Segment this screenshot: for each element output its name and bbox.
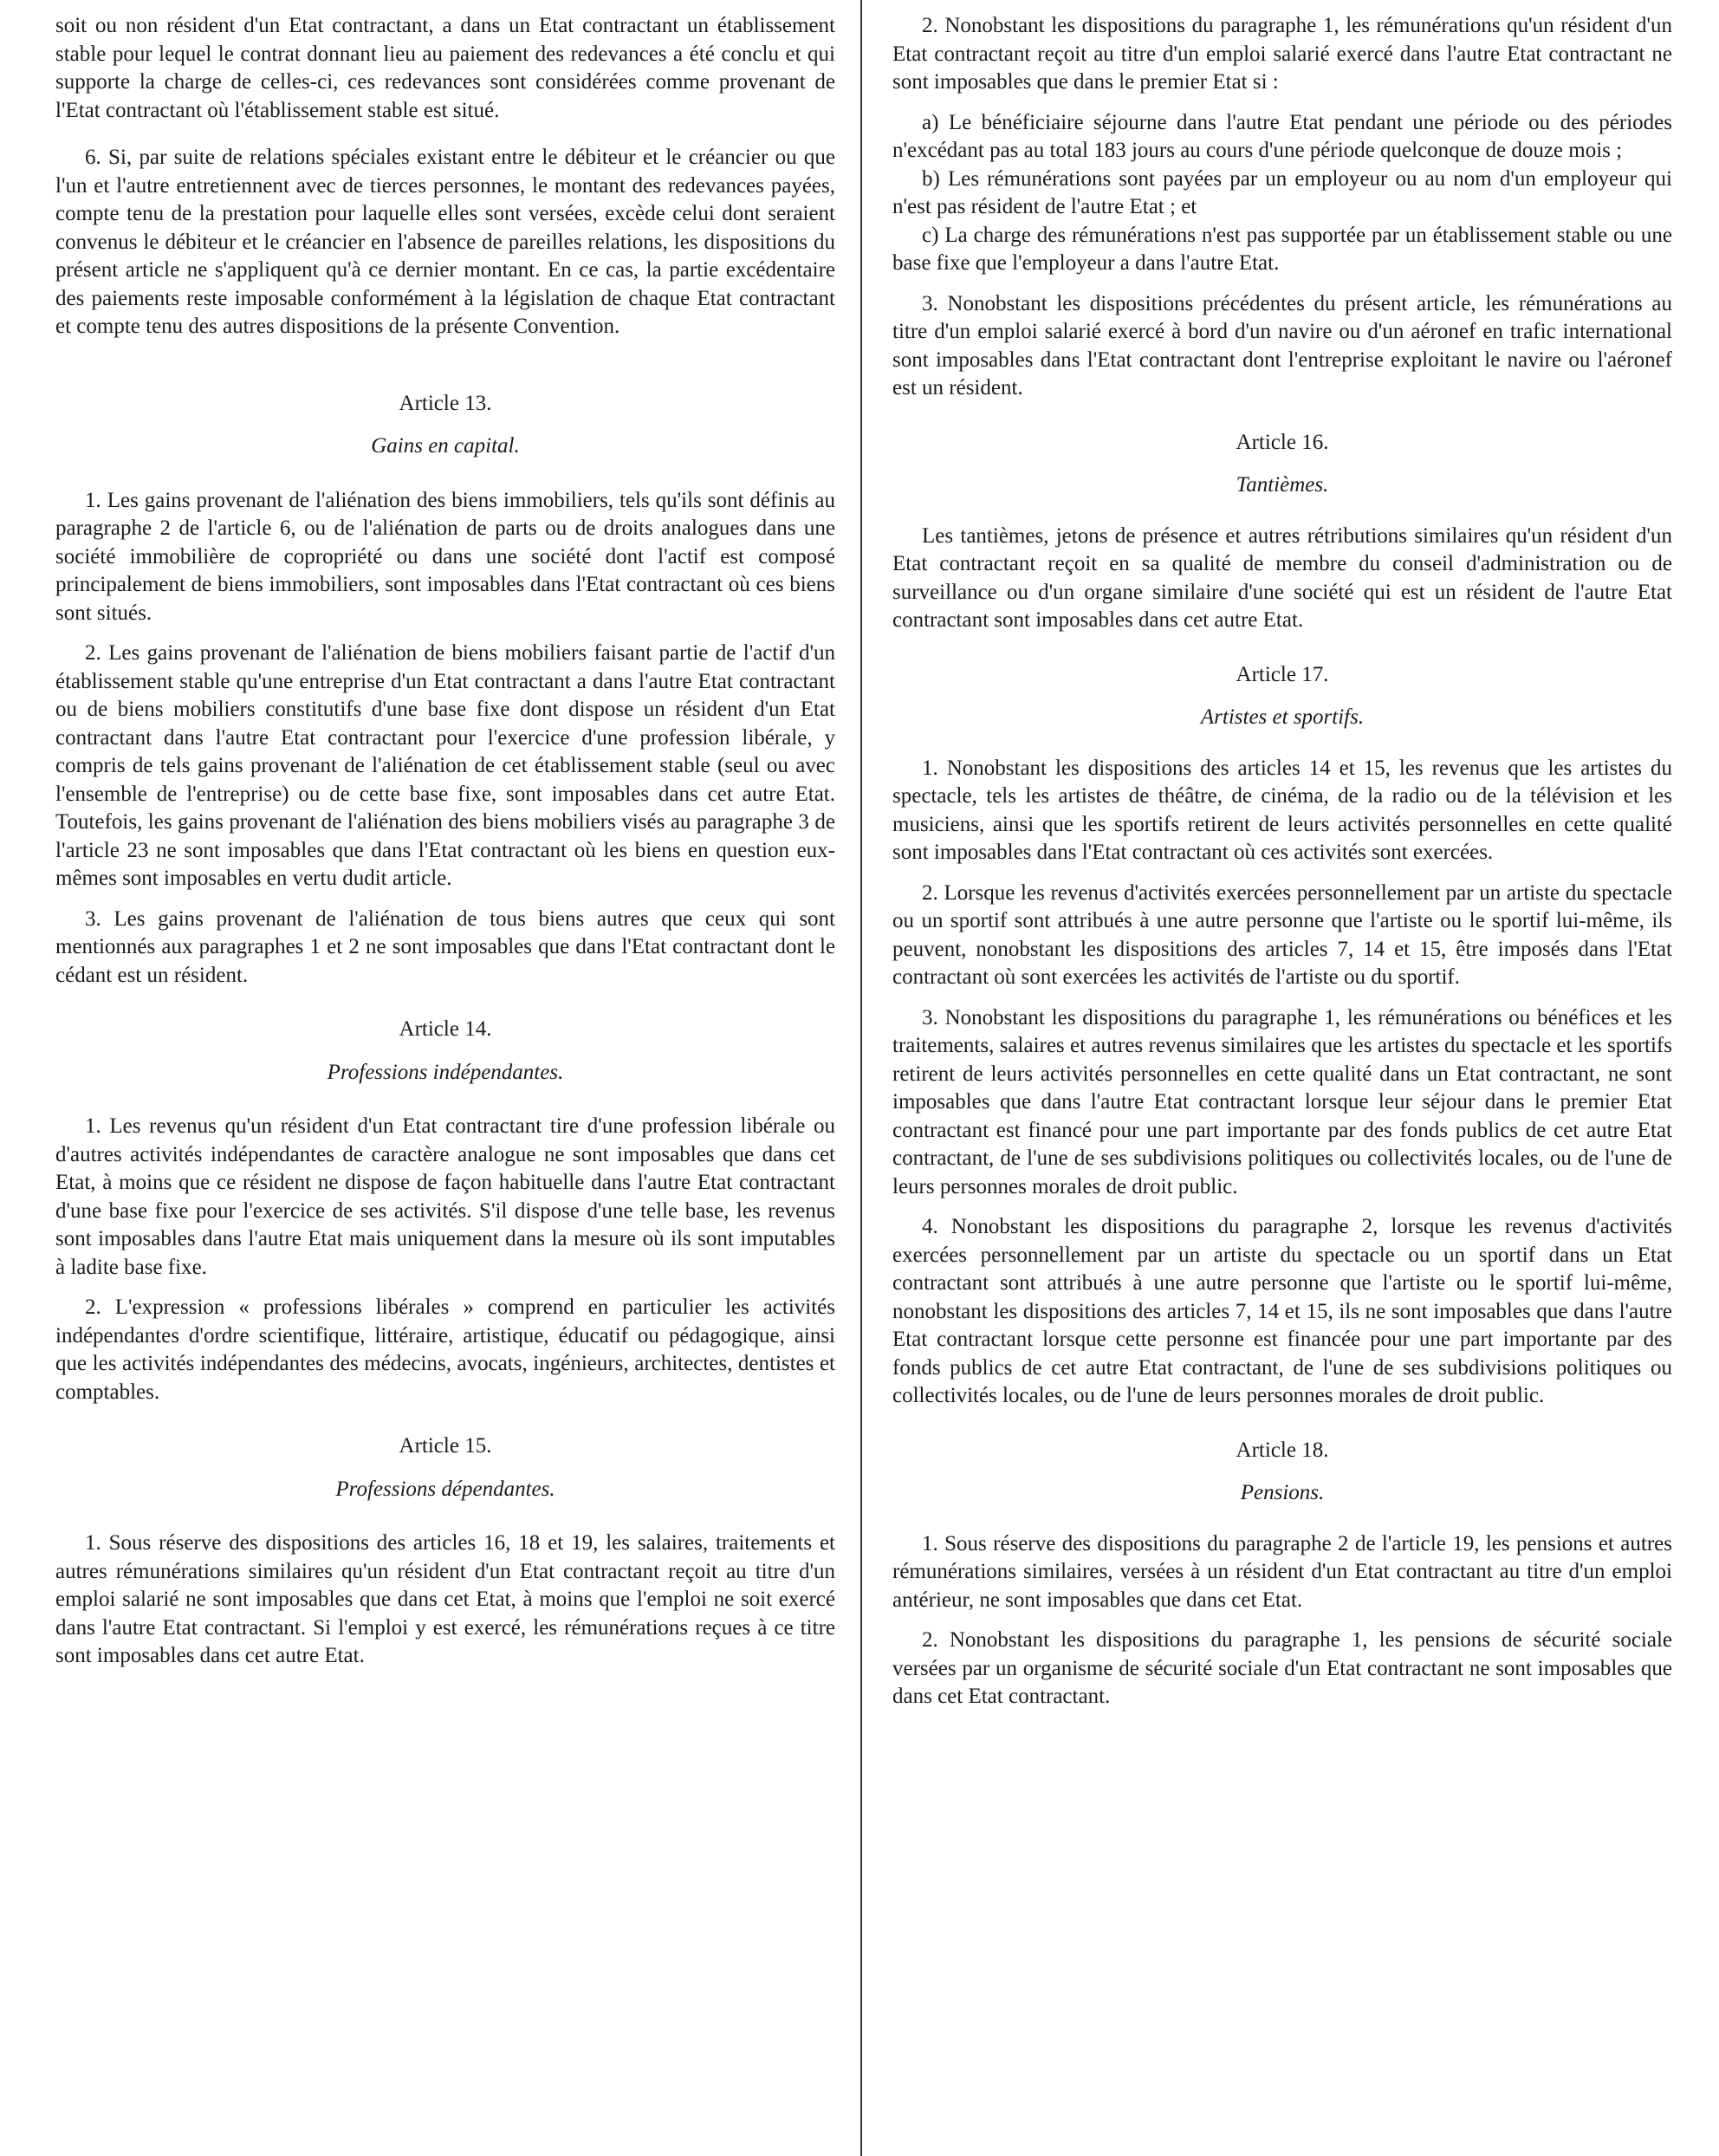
article-16-title: Article 16. bbox=[1236, 430, 1329, 454]
paragraph: 2. L'expression « professions libérales » comprend en particulier les activités indépendantes d'ordre scientifique, littéraire, artistique, éducatif ou pédagogique, ainsi que les activités indépendantes des médecins, avocats, ingénieurs, architectes, dentistes et comptables. bbox=[55, 1296, 835, 1404]
paragraph: 1. Sous réserve des dispositions des articles 16, 18 et 19, les salaires, traitements et autres rémunérations similaires qu'un résident d'un Etat contractant reçoit au titre d'un emploi salarié ne sont imposables que dans cet Etat, à moins que l'emploi ne soit exercé dans l'autre Etat contractant. Si l'emploi y est exercé, les rémunérations reçues à ce titre sont imposables dans cet autre Etat. bbox=[55, 1531, 835, 1667]
column-divider bbox=[860, 0, 862, 2156]
article-15-title: Article 15. bbox=[399, 1434, 492, 1458]
list-item: b) Les rémunérations sont payées par un employeur ou au nom d'un employeur qui n'est pas résident de l'autre Etat ; et bbox=[892, 166, 1672, 218]
paragraph: 1. Nonobstant les dispositions des articles 14 et 15, les revenus que les artistes du spectacle, tels les artistes de théâtre, de cinéma, de la radio ou de la télévision et les musiciens, ainsi que les sportifs retirent de leurs activités personnelles en cette qualité sont imposables dans l'Etat contractant où ces activités sont exercées. bbox=[892, 756, 1672, 864]
article-16-subtitle: Tantièmes. bbox=[1236, 473, 1329, 497]
paragraph: 3. Nonobstant les dispositions du paragraphe 1, les rémunérations ou bénéfices et les traitements, salaires et autres revenus similaires que les artistes du spectacle et les sportifs retirent de leurs activités personnelles en cette qualité dans un Etat contractant, ne sont imposables que dans l'autre Etat contractant lorsque leur séjour dans le premier Etat contractant est financé pour une part importante par des fonds publics de cet autre Etat contractant, de l'une de ses subdivisions politiques ou collectivités locales, ou de l'une de leurs personnes morales de droit public. bbox=[892, 1005, 1672, 1198]
paragraph: 1. Les gains provenant de l'aliénation des biens immobiliers, tels qu'ils sont définis au paragraphe 2 de l'article 6, ou de l'aliénation de parts ou de droits analogues dans une société immobilière de copropriété ou dans une société dont l'actif est composé principalement de biens immobiliers, sont imposables dans l'Etat contractant où ces biens sont situés. bbox=[55, 488, 835, 625]
article-17-subtitle: Artistes et sportifs. bbox=[1200, 705, 1365, 729]
left-column bbox=[55, 12, 835, 1671]
article-15-subtitle: Professions dépendantes. bbox=[335, 1477, 555, 1501]
paragraph: 3. Nonobstant les dispositions précédentes du présent article, les rémunérations au titre d'un emploi salarié exercé à bord d'un navire ou d'un aéronef en trafic international sont imposables dans l'Etat contractant dont l'entreprise exploitant le navire ou l'aéronef est un résident. bbox=[892, 291, 1672, 399]
paragraph: 1. Les revenus qu'un résident d'un Etat contractant tire d'une profession libérale ou d'autres activités indépendantes de caractère analogue ne sont imposables que dans cet Etat, à moins que ce résident ne dispose de façon habituelle dans l'autre Etat contractant d'une base fixe pour l'exercice de ses activités. S'il dispose d'une telle base, les revenus sont imposables dans l'autre Etat mais uniquement dans la mesure où ils sont imputables à ladite base fixe. bbox=[55, 1114, 835, 1279]
paragraph: 1. Sous réserve des dispositions du paragraphe 2 de l'article 19, les pensions et autres rémunérations similaires, versées à un résident d'un Etat contractant au titre d'un emploi antérieur, ne sont imposables que dans cet Etat. bbox=[892, 1531, 1672, 1612]
article-13-subtitle: Gains en capital. bbox=[371, 434, 520, 458]
article-13-title: Article 13. bbox=[399, 391, 492, 415]
paragraph: soit ou non résident d'un Etat contractant, a dans un Etat contractant un établissement stable pour lequel le contrat donnant lieu au paiement des redevances a été conclu et qui supporte la charge de celles-ci, ces redevances sont considérées comme provenant de l'Etat contractant où l'établissement stable est situé. bbox=[55, 14, 835, 122]
article-17-title: Article 17. bbox=[1236, 662, 1329, 686]
paragraph: 2. Les gains provenant de l'aliénation de biens mobiliers faisant partie de l'actif d'un établissement stable qu'une entreprise d'un Etat contractant a dans l'autre Etat contractant ou de biens mobiliers constitutifs d'une base fixe dont dispose un résident d'un Etat contractant dans l'autre Etat contractant pour l'exercice d'une profession libérale, y compris de tels gains provenant de l'aliénation de cet établissement stable (seul ou avec l'ensemble de l'entreprise) ou de cette base fixe, sont imposables dans cet autre Etat. Toutefois, les gains provenant de l'aliénation des biens mobiliers visés au paragraphe 3 de l'article 23 ne sont imposables que dans l'Etat contractant où les biens en question eux-mêmes sont imposables en vertu dudit article. bbox=[55, 641, 835, 890]
article-14-subtitle: Professions indépendantes. bbox=[327, 1060, 564, 1084]
article-14-title: Article 14. bbox=[399, 1017, 492, 1041]
paragraph: 4. Nonobstant les dispositions du paragraphe 2, lorsque les revenus d'activités exercées personnellement par un artiste du spectacle ou un sportif dans un Etat contractant sont attribués à une autre personne que l'artiste ou le sportif lui-même, nonobstant les dispositions des articles 7, 14 et 15, ils ne sont imposables que dans l'autre Etat contractant lorsque cette personne est financée pour une part importante par des fonds publics de cet autre Etat contractant, de l'une de ses subdivisions politiques ou collectivités locales, ou de l'une de leurs personnes morales de droit public. bbox=[892, 1215, 1672, 1407]
paragraph: 2. Nonobstant les dispositions du paragraphe 1, les pensions de sécurité sociale versées par un organisme de sécurité sociale d'un Etat contractant ne sont imposables que dans cet Etat contractant. bbox=[892, 1628, 1672, 1708]
list-item: a) Le bénéficiaire séjourne dans l'autre Etat pendant une période ou des périodes n'excédant pas au total 183 jours au cours d'une période quelconque de douze mois ; bbox=[892, 110, 1672, 162]
paragraph: 3. Les gains provenant de l'aliénation de tous biens autres que ceux qui sont mentionnés aux paragraphes 1 et 2 ne sont imposables que dans l'Etat contractant dont le cédant est un résident. bbox=[55, 906, 835, 987]
paragraph: 2. Nonobstant les dispositions du paragraphe 1, les rémunérations qu'un résident d'un Etat contractant reçoit au titre d'un emploi salarié exercé dans l'autre Etat contractant ne sont imposables que dans le premier Etat si : bbox=[892, 14, 1672, 94]
right-column bbox=[892, 12, 1672, 1711]
article-18-subtitle: Pensions. bbox=[1240, 1481, 1325, 1504]
paragraph: Les tantièmes, jetons de présence et autres rétributions similaires qu'un résident d'un Etat contractant reçoit en sa qualité de membre du conseil d'administration ou de surveillance ou d'un organe similaire d'une société qui est un résident de l'autre Etat contractant sont imposables dans cet autre Etat. bbox=[892, 523, 1672, 632]
paragraph: 2. Lorsque les revenus d'activités exercées personnellement par un artiste du spectacle ou un sportif sont attribués à une autre personne que l'artiste ou le sportif lui-même, ils peuvent, nonobstant les dispositions des articles 7, 14 et 15, être imposés dans l'Etat contractant où sont exercées les activités de l'artiste ou du sportif. bbox=[892, 880, 1672, 989]
paragraph: 6. Si, par suite de relations spéciales existant entre le débiteur et le créancier ou que l'un et l'autre entretiennent avec de tierces personnes, le montant des redevances payées, compte tenu de la prestation pour laquelle elles sont versées, excède celui dont seraient convenus le débiteur et le créancier en l'absence de pareilles relations, les dispositions du présent article ne s'appliquent qu'à ce dernier montant. En ce cas, la partie excédentaire des paiements reste imposable conformément à la législation de chaque Etat contractant et compte tenu des autres dispositions de la présente Convention. bbox=[55, 146, 835, 338]
article-18-title: Article 18. bbox=[1236, 1438, 1329, 1462]
list-item: c) La charge des rémunérations n'est pas supportée par un établissement stable ou une base fixe que l'employeur a dans l'autre Etat. bbox=[892, 223, 1672, 275]
